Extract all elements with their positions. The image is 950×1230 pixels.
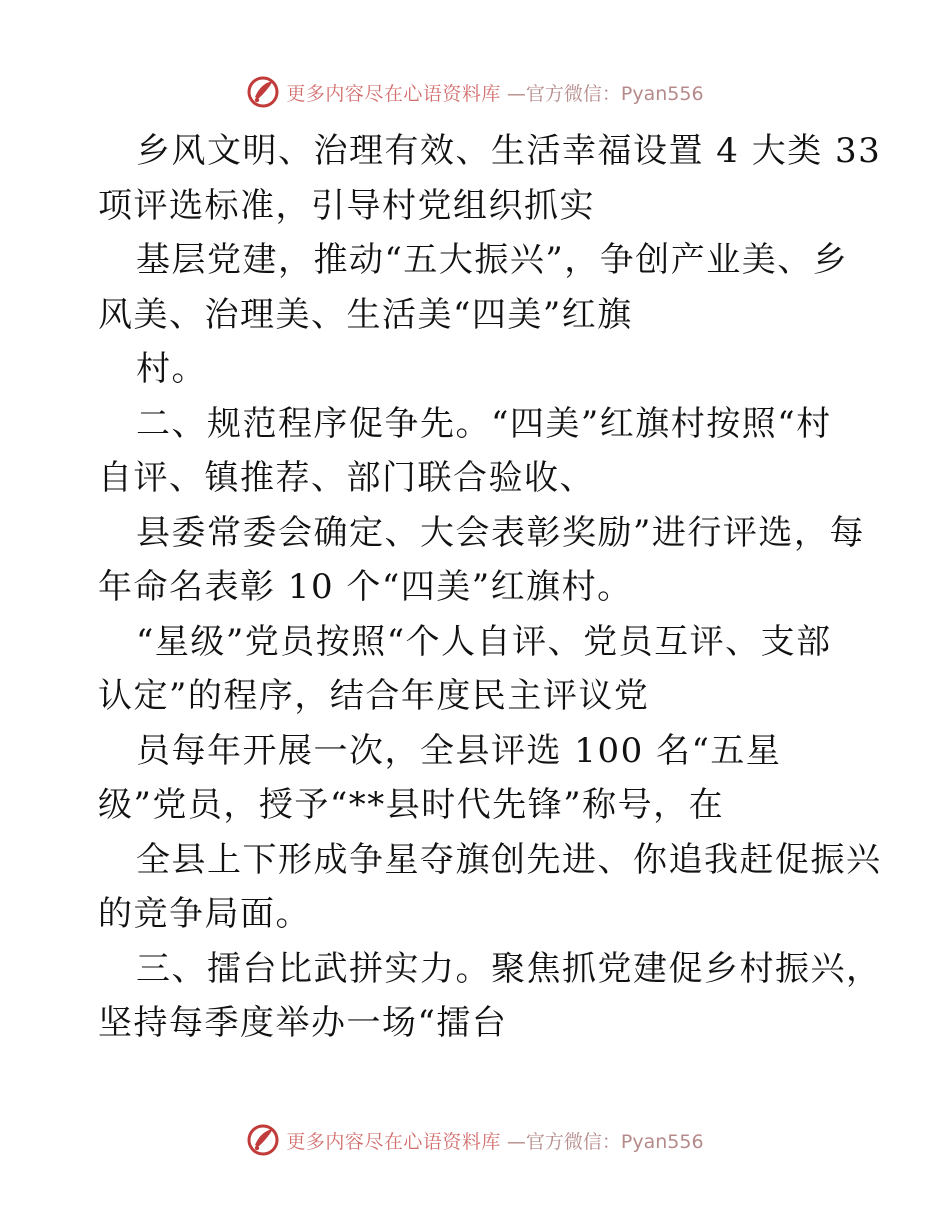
footer-watermark: [0, 1120, 950, 1160]
text-line: 风美、治理美、生活美“四美”红旗: [98, 294, 633, 335]
text-line: 年命名表彰 10 个“四美”红旗村。: [98, 567, 633, 607]
watermark-contact: —官方微信：Pyan556: [506, 1130, 704, 1153]
text-line: 县委常委会确定、大会表彰奖励”进行评选，每: [136, 512, 865, 553]
text-line: 员每年开展一次，全县评选 100 名“五星: [136, 730, 782, 771]
text-line: 村。: [136, 349, 207, 389]
text-line: 三、擂台比武拼实力。聚焦抓党建促乡村振兴，: [136, 948, 882, 989]
watermark-text: 更多内容尽在心语资料库: [286, 1130, 501, 1153]
text-line: 坚持每季度举办一场“擂台: [98, 1003, 508, 1043]
watermark-text: 更多内容尽在心语资料库: [286, 82, 501, 105]
text-line: 的竞争局面。: [98, 894, 311, 934]
brush-logo-icon: [246, 1123, 280, 1157]
text-line: 乡风文明、治理有效、生活幸福设置 4 大类 33: [136, 131, 882, 171]
text-line: “星级”党员按照“个人自评、党员互评、支部: [136, 621, 832, 662]
document-body: [98, 124, 882, 1051]
header-watermark: [0, 72, 950, 112]
text-line: 认定”的程序，结合年度民主评议党: [98, 676, 650, 716]
text-line: 项评选标准，引导村党组织抓实: [98, 185, 595, 226]
watermark-contact: —官方微信：Pyan556: [506, 82, 704, 105]
brush-logo-icon: [246, 75, 280, 109]
text-line: 二、规范程序促争先。“四美”红旗村按照“村: [136, 403, 832, 444]
text-line: 全县上下形成争星夺旗创先进、你追我赶促振兴: [136, 839, 882, 880]
text-line: 基层党建，推动“五大振兴”，争创产业美、乡: [136, 240, 849, 280]
text-line: 自评、镇推荐、部门联合验收、: [98, 458, 595, 498]
text-line: 级”党员，授予“**县时代先锋”称号，在: [98, 785, 725, 825]
